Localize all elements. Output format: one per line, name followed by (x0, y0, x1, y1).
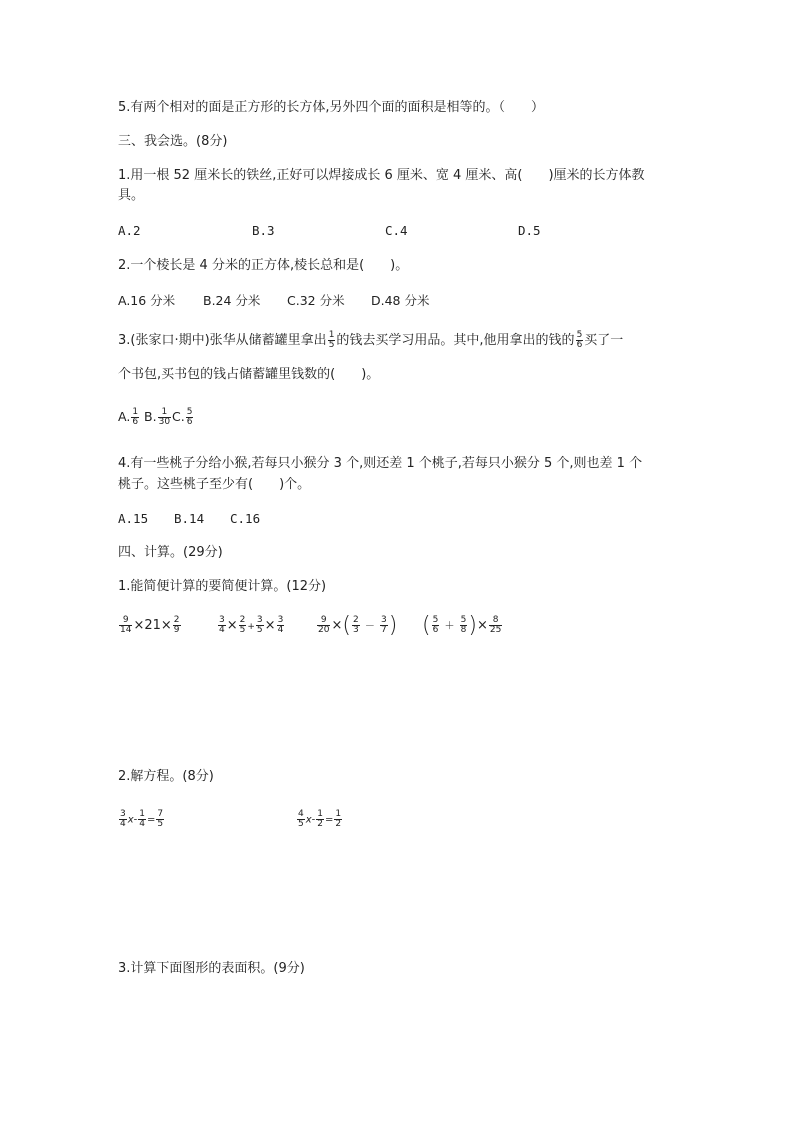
choice-q4-line1: 4.有一些桃子分给小猴,若每只小猴分 3 个,则还差 1 个桃子,若每只小猴分 5 个,则也差 1 个 (118, 456, 643, 471)
fraction (119, 616, 132, 635)
equation-1 (118, 810, 165, 829)
operator: × (331, 618, 343, 633)
frac-denominator: 2 (335, 819, 342, 829)
q3-option-a-fraction (131, 408, 139, 427)
calc-expression-2 (217, 616, 285, 635)
frac-denominator: 4 (120, 819, 126, 829)
q3-text-part1: 3.(张家口·期中)张华从储蓄罐里拿出 (118, 333, 327, 348)
frac-denominator: 30 (158, 417, 171, 427)
fraction (239, 616, 247, 635)
frac-denominator: 6 (432, 625, 439, 635)
frac-denominator: 3 (352, 625, 359, 635)
frac-numerator: 9 (317, 616, 330, 626)
fraction (380, 616, 388, 635)
frac-denominator: 2 (317, 819, 323, 829)
section-3-title: 三、我会选。(8分) (118, 134, 228, 149)
equals-sign: = (325, 814, 334, 826)
frac-denominator: 6 (132, 417, 139, 427)
frac-denominator: 6 (576, 340, 583, 350)
right-paren-icon: ) (388, 613, 398, 638)
operator: × (226, 618, 238, 633)
q4-option-b: B.14 (174, 511, 205, 526)
equals-sign: = (147, 814, 156, 826)
fraction (297, 810, 305, 829)
q1-option-b: B.3 (252, 223, 275, 238)
q3-fraction-one-fifth (328, 331, 336, 350)
frac-numerator: 4 (298, 809, 304, 819)
choice-q2: 2.一个棱长是 4 分米的正方体,棱长总和是( )。 (118, 258, 409, 273)
q2-option-a: A.16 分米 (118, 293, 176, 308)
calc-sub1-title: 1.能简便计算的要简便计算。(12分) (118, 579, 327, 594)
fraction (156, 810, 164, 829)
frac-numerator: 5 (576, 330, 583, 340)
frac-numerator: 3 (380, 615, 387, 625)
frac-denominator: 5 (328, 340, 335, 350)
fraction (218, 616, 226, 635)
frac-numerator: 9 (119, 616, 132, 626)
frac-denominator: 7 (380, 625, 387, 635)
frac-numerator: 1 (158, 408, 171, 418)
operator: ×21× (133, 618, 172, 633)
choice-q3-line1 (118, 331, 623, 350)
choice-q1-line2: 具。 (118, 188, 145, 203)
q3-text-part2: 的钱去买学习用品。其中,他用拿出的钱的 (336, 333, 575, 348)
frac-numerator: 8 (489, 616, 502, 626)
q3-fraction-five-sixths (576, 331, 584, 350)
frac-numerator: 2 (352, 615, 359, 625)
q2-option-d: D.48 分米 (371, 293, 430, 308)
frac-denominator: 5 (157, 819, 164, 829)
fraction (489, 616, 502, 635)
fraction (277, 616, 285, 635)
frac-numerator: 1 (317, 809, 323, 819)
fraction (256, 616, 264, 635)
frac-numerator: 5 (432, 615, 439, 625)
frac-denominator: 4 (277, 625, 284, 635)
calc-sub3-title: 3.计算下面图形的表面积。(9分) (118, 961, 305, 976)
calc-sub2-title: 2.解方程。(8分) (118, 769, 214, 784)
q1-option-a: A.2 (118, 223, 141, 238)
fraction (173, 616, 181, 635)
choice-q1-line1: 1.用一根 52 厘米长的铁丝,正好可以焊接成长 6 厘米、宽 4 厘米、高( )厘米的长方体教 (118, 168, 645, 183)
choice-q3-line2: 个书包,买书包的钱占储蓄罐里钱数的( )。 (118, 367, 380, 382)
frac-numerator: 1 (335, 809, 342, 819)
q1-option-c: C.4 (385, 223, 408, 238)
frac-numerator: 1 (132, 407, 139, 417)
frac-denominator: 25 (489, 625, 502, 635)
frac-numerator: 5 (186, 407, 193, 417)
equation-2 (296, 810, 343, 829)
q2-option-b: B.24 分米 (203, 293, 261, 308)
fraction (138, 810, 146, 829)
operator: - (311, 814, 316, 826)
frac-numerator: 3 (120, 809, 126, 819)
variable-x: x (127, 814, 134, 826)
q4-option-c: C.16 (230, 511, 261, 526)
left-paren-icon: ( (342, 613, 351, 638)
q3-option-c-fraction (186, 408, 194, 427)
fraction (432, 616, 440, 635)
operator: - (133, 814, 138, 826)
frac-denominator: 14 (120, 625, 132, 635)
fraction (119, 810, 127, 829)
operator: × (264, 618, 276, 633)
frac-numerator: 1 (139, 809, 145, 819)
frac-denominator: 4 (219, 625, 225, 635)
question-5-true-false: 5.有两个相对的面是正方形的长方体,另外四个面的面积是相等的。（ ） (118, 100, 545, 115)
frac-denominator: 5 (256, 625, 263, 635)
left-paren-icon: ( (422, 613, 431, 638)
fraction (460, 616, 468, 635)
frac-denominator: 4 (139, 819, 145, 829)
right-paren-icon: ) (468, 613, 477, 638)
frac-numerator: 3 (277, 615, 284, 625)
operator: × (476, 618, 488, 633)
frac-denominator: 6 (186, 417, 193, 427)
frac-numerator: 1 (328, 330, 335, 340)
variable-x: x (305, 814, 312, 826)
frac-numerator: 2 (173, 615, 180, 625)
frac-denominator: 5 (239, 625, 246, 635)
choice-q4-line2: 桃子。这些桃子至少有( )个。 (118, 477, 311, 492)
frac-numerator: 5 (460, 615, 467, 625)
calc-expression-1 (118, 616, 182, 635)
frac-denominator: 5 (298, 819, 304, 829)
calc-expression-4 (422, 613, 503, 638)
operator: + (247, 622, 255, 632)
fraction (352, 616, 360, 635)
q3-option-b-fraction (158, 408, 171, 427)
section-4-title: 四、计算。(29分) (118, 545, 223, 560)
fraction (316, 810, 324, 829)
q3-option-b-label: B. (144, 409, 157, 424)
frac-numerator: 3 (219, 615, 225, 625)
q2-option-c: C.32 分米 (287, 293, 345, 308)
frac-numerator: 3 (256, 615, 263, 625)
fraction (317, 616, 330, 635)
frac-numerator: 2 (239, 615, 246, 625)
q3-options (118, 408, 194, 427)
q3-text-part3: 买了一 (584, 333, 624, 348)
frac-denominator: 9 (173, 625, 180, 635)
operator: ＋ (444, 621, 455, 632)
frac-denominator: 8 (460, 625, 467, 635)
frac-numerator: 7 (157, 809, 164, 819)
operator: － (364, 621, 375, 632)
fraction (334, 810, 342, 829)
q1-option-d: D.5 (518, 223, 541, 238)
q4-option-a: A.15 (118, 511, 149, 526)
q3-option-c-label: C. (172, 409, 185, 424)
frac-denominator: 20 (318, 625, 330, 635)
q3-option-a-label: A. (118, 409, 131, 424)
calc-expression-3 (316, 613, 397, 638)
